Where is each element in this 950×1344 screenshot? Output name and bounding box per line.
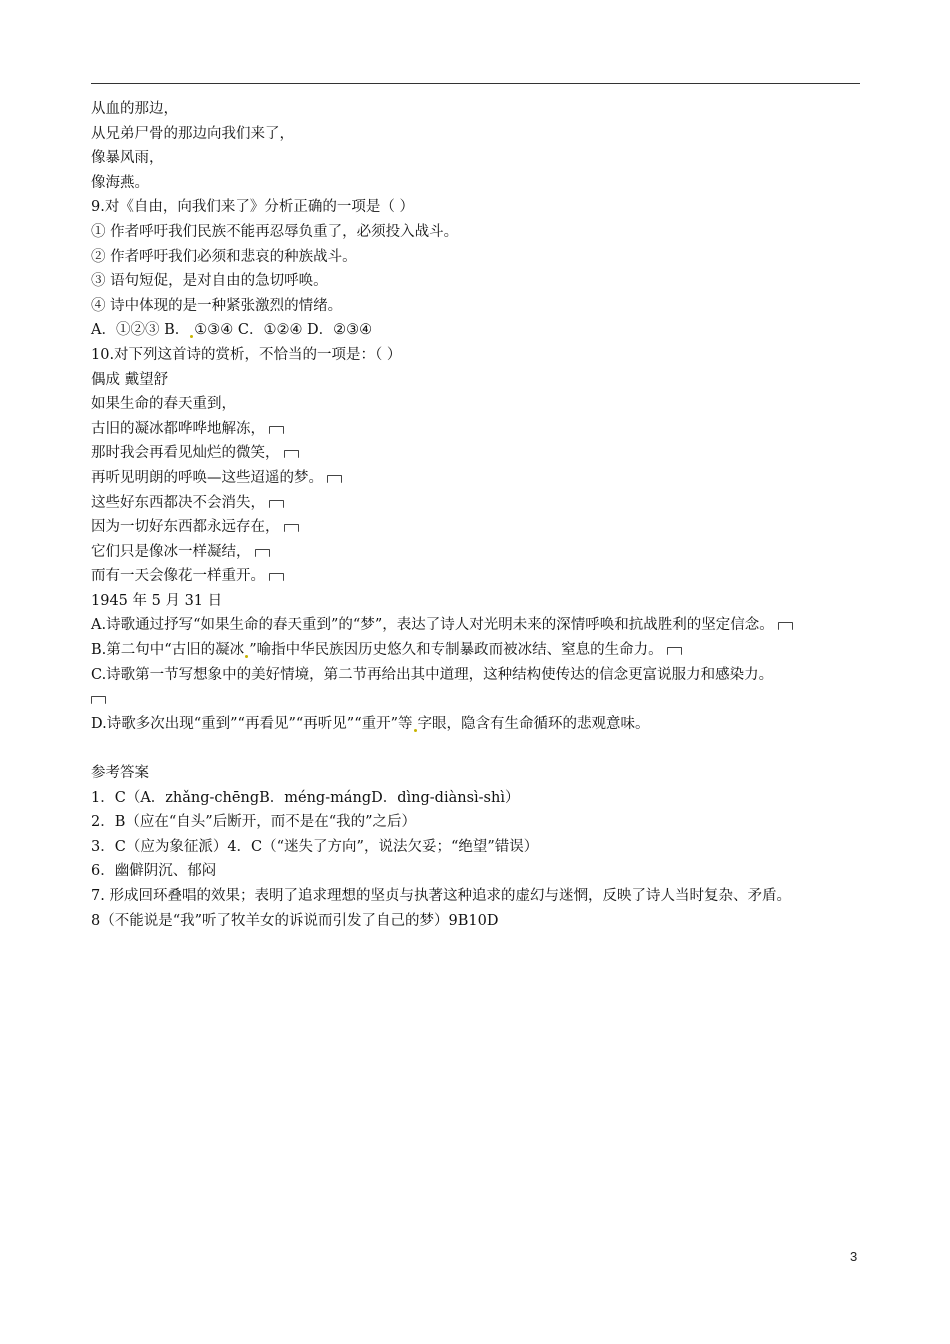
page-number: 3	[850, 1249, 858, 1264]
option-c: C.诗歌第一节写想象中的美好情境，第二节再给出其中道理，这种结构使传达的信念更富说服力和感染力。	[91, 663, 881, 712]
edit-mark-icon	[255, 549, 270, 557]
highlight-dot	[414, 729, 417, 732]
highlight-dot	[245, 655, 248, 658]
poem-line: 这些好东西都决不会消失，	[91, 491, 881, 516]
poem-line: 从血的那边，	[91, 101, 178, 117]
edit-mark-icon	[284, 524, 299, 532]
spacer	[91, 736, 881, 761]
answer-key-title: 参考答案	[91, 765, 149, 782]
edit-mark-icon	[269, 500, 284, 508]
poem-excerpt	[91, 97, 881, 195]
poem-line: 从兄弟尸骨的那边向我们来了，	[91, 125, 294, 142]
statement-item: ① 作者呼吁我们民族不能再忍辱负重了，必须投入战斗。	[91, 223, 459, 240]
poem-line: 它们只是像冰一样凝结，	[91, 540, 881, 565]
answer-line: 8（不能说是“我”听了牧羊女的诉说而引发了自己的梦）9B10D	[91, 912, 499, 929]
poem-line: 古旧的凝冰都哗哗地解冻，	[91, 417, 881, 442]
poem-line: 那时我会再看见灿烂的微笑，	[91, 441, 881, 466]
edit-mark-icon	[667, 647, 682, 655]
header-rule	[91, 83, 860, 84]
statement-item: ② 作者呼吁我们必须和悲哀的种族战斗。	[91, 248, 357, 265]
option-a: A.诗歌通过抒写“如果生命的春天重到”的“梦”，表达了诗人对光明未来的深情呼唤和抗战胜利的坚定信念。	[91, 613, 881, 638]
statement-item: ④ 诗中体现的是一种紧张激烈的情绪。	[91, 297, 343, 314]
question-10	[91, 343, 881, 737]
answer-line: 1．C（A．zhǎng-chēngB．méng-mángD．dìng-diànsì-shì）	[91, 789, 520, 806]
edit-mark-icon	[269, 573, 284, 581]
poem-title: 偶成 戴望舒	[91, 371, 169, 388]
poem-line: 如果生命的春天重到，	[91, 396, 236, 413]
poem-line: 因为一切好东西都永远存在，	[91, 515, 881, 540]
poem-line: 像海燕。	[91, 174, 149, 191]
answer-line: 6．幽僻阴沉、郁闷	[91, 863, 217, 880]
edit-mark-icon	[778, 622, 793, 630]
page-content	[91, 97, 881, 933]
answer-line: 2．B（应在“自头”后断开，而不是在“我的”之后）	[91, 814, 417, 831]
edit-mark-icon	[327, 475, 342, 483]
answer-line: 7. 形成回环叠唱的效果；表明了追求理想的坚贞与执著这种追求的虚幻与迷惘，反映了诗人当时复杂、矛盾。	[91, 888, 791, 904]
option-b: B.第二句中“古旧的凝冰 ”喻指中华民族因历史悠久和专制暴政而被冰结、窒息的生命力。	[91, 638, 881, 663]
option-d: D.诗歌多次出现“重到”“再看见”“再听见”“重开”等 字眼，隐含有生命循环的悲观意味。	[91, 715, 650, 732]
statement-item: ③ 语句短促，是对自由的急切呼唤。	[91, 273, 328, 290]
answer-key	[91, 761, 881, 933]
edit-mark-icon	[91, 696, 106, 704]
options-part: A．①②③ B．	[91, 322, 190, 339]
answer-options	[91, 318, 881, 343]
question-9	[91, 195, 881, 343]
edit-mark-icon	[284, 450, 299, 458]
question-stem: 10.对下列这首诗的赏析，不恰当的一项是：（ ）	[91, 346, 402, 363]
answer-line: 3．C（应为象征派）4．C（“迷失了方向”，说法欠妥；“绝望”错误）	[91, 838, 539, 855]
poem-date: 1945 年 5 月 31 日	[91, 592, 223, 609]
options-part: ①③④ C．①②④ D．②③④	[194, 322, 373, 339]
edit-mark-icon	[269, 426, 284, 434]
poem-line: 再听见明朗的呼唤—这些迢遥的梦。	[91, 466, 881, 491]
highlight-dot	[190, 335, 193, 338]
poem-line: 像暴风雨，	[91, 150, 164, 167]
question-stem: 9.对《自由，向我们来了》分析正确的一项是（ ）	[91, 199, 414, 216]
poem-line: 而有一天会像花一样重开。	[91, 564, 881, 589]
